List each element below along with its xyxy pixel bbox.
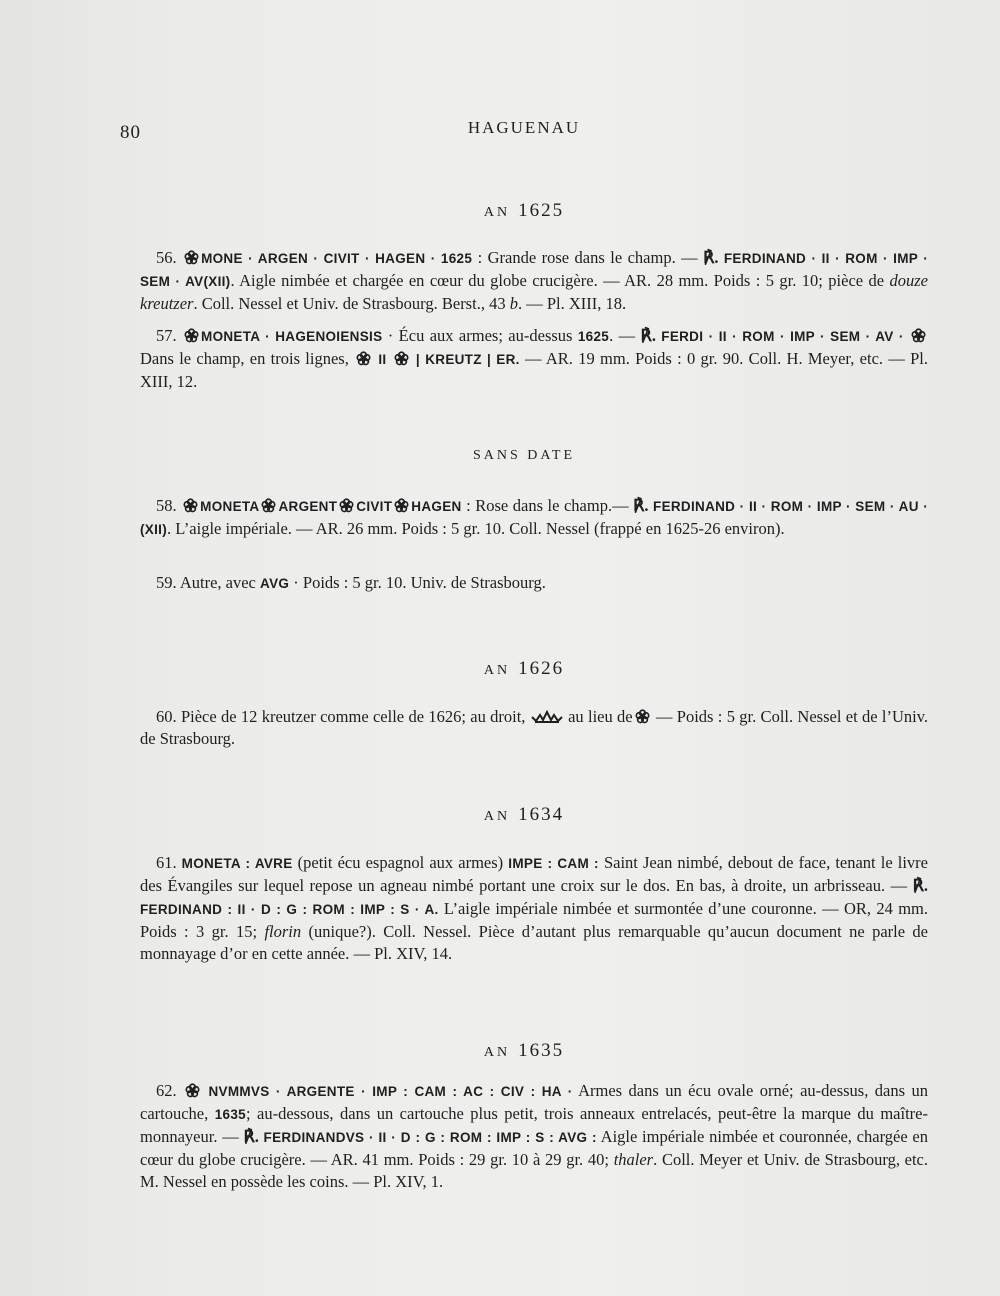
catalog-entry-60 <box>140 706 928 750</box>
legend-year: 1635 <box>214 1107 246 1122</box>
obverse-legend: IMPE : CAM : <box>508 856 599 871</box>
reverse-mark: ℟. <box>703 248 719 267</box>
description-text: · Écu aux armes; au-dessus <box>382 326 578 345</box>
description-text: Autre, avec <box>176 573 261 592</box>
coin-type: florin <box>264 922 302 941</box>
obverse-legend: ARGENT <box>278 499 338 514</box>
description-text: : Rose dans le champ.— <box>461 496 634 515</box>
field-legend: | KREUTZ | ER. <box>410 352 520 367</box>
reverse-mark: ℟. <box>243 1127 259 1146</box>
coin-type: douze kreutzer <box>140 271 928 313</box>
plate-reference: . — Pl. XIII, 18. <box>517 294 627 313</box>
legend-year: 1625 <box>577 329 610 344</box>
legend-variant: AVG <box>260 576 290 591</box>
description-text: · Poids : 5 gr. 10. Univ. de Strasbourg. <box>289 573 546 592</box>
description-text: Saint Jean nimbé, debout de face, tenant le livre des Évangiles sur lequel repose un agneau nimbé portant une croix sur le dos. En bas, à droite, un arbrisseau. — <box>140 853 928 895</box>
section-year: 1625 <box>518 200 565 221</box>
rose-icon <box>356 351 371 366</box>
description-text: : Grande rose dans le champ. — <box>472 248 704 267</box>
entry-number: 59. <box>156 573 177 592</box>
description-text: . — <box>609 326 641 345</box>
catalog-entry-62 <box>140 1080 928 1193</box>
section-heading-an-1626 <box>120 658 928 680</box>
section-label: AN <box>483 809 511 824</box>
catalog-entry-58 <box>140 495 928 541</box>
rose-icon <box>261 498 276 513</box>
catalog-entry-59 <box>140 572 928 595</box>
obverse-legend: CIVIT <box>356 499 393 514</box>
rose-icon <box>911 328 926 343</box>
description-text: . Coll. Nessel et Univ. de Strasbourg. Berst., 43 <box>193 294 510 313</box>
rose-icon <box>339 498 354 513</box>
section-label: AN <box>483 1045 511 1060</box>
section-heading-an-1625 <box>120 200 928 222</box>
rose-icon <box>184 250 199 265</box>
page-number: 80 <box>120 122 141 143</box>
section-year: 1626 <box>518 658 565 679</box>
section-heading-an-1634 <box>120 804 928 826</box>
section-label: AN <box>483 663 511 678</box>
description-text: Dans le champ, en trois lignes, <box>140 349 355 368</box>
reverse-legend: FERDINANDVS · II · D : G : ROM : IMP : S : AVG : <box>258 1130 597 1145</box>
reverse-mark: ℟. <box>640 326 656 345</box>
description-text: L’aigle impériale nimbée et surmontée d’une couronne. — OR, 24 mm. Poids : 3 gr. 15; <box>140 899 928 941</box>
description-text: au lieu de <box>563 707 633 726</box>
field-legend: II <box>373 352 392 367</box>
obverse-legend: MONETA : AVRE <box>176 856 293 871</box>
description-text: . Aigle nimbée et chargée en cœur du globe crucigère. — AR. 28 mm. Poids : 5 gr. 10; pièce de <box>230 271 890 290</box>
entry-number: 57. <box>156 326 177 345</box>
page-header <box>120 118 928 148</box>
rose-icon <box>183 498 198 513</box>
description-text: . Coll. Meyer et Univ. de Strasbourg, etc. M. Nessel en possède les coins. — Pl. XIV, 1. <box>140 1150 929 1191</box>
rose-icon <box>394 498 409 513</box>
entry-number: 62. <box>156 1081 177 1100</box>
description-text: (unique?). Coll. Nessel. Pièce d’autant plus remarquable qu’aucun document ne parle de monnayage d’or en cette année. — Pl. XIV, 14. <box>140 922 928 963</box>
description-text: Armes dans un écu ovale orné; au-dessus, dans un cartouche, <box>140 1081 929 1123</box>
reverse-legend: FERDINAND : II · D : G : ROM : IMP : S · A. <box>140 902 439 917</box>
coin-type: thaler <box>613 1150 654 1169</box>
rose-icon <box>394 351 409 366</box>
entry-number: 61. <box>156 853 177 872</box>
obverse-legend: MONETA <box>200 499 260 514</box>
obverse-legend: MONETA · HAGENOIENSIS <box>201 329 383 344</box>
description-text: ; au-dessous, dans un cartouche plus petit, trois anneaux entrelacés, peut-être la marque du maître-monnayeur. — <box>140 1104 928 1146</box>
section-year: 1635 <box>518 1040 565 1061</box>
section-heading-an-1635 <box>120 1040 928 1062</box>
section-year: 1634 <box>518 804 565 825</box>
catalog-entry-61 <box>140 852 928 965</box>
reverse-mark: ℟. <box>912 876 928 895</box>
description-text: — AR. 19 mm. Poids : 0 gr. 90. Coll. H. Meyer, etc. — Pl. XIII, 12. <box>140 349 929 391</box>
section-label: AN <box>483 205 511 220</box>
reverse-mark: ℟. <box>633 496 649 515</box>
section-heading-sans-date <box>120 448 928 464</box>
catalog-entry-56 <box>140 247 928 315</box>
obverse-legend: HAGEN <box>411 499 462 514</box>
catalog-entry-57 <box>140 325 928 393</box>
description-text: . L’aigle impériale. — AR. 26 mm. Poids : 5 gr. 10. Coll. Nessel (frappé en 1625-26 environ). <box>167 519 785 538</box>
rose-icon <box>635 709 650 724</box>
section-label: SANS DATE <box>472 448 576 463</box>
description-text: (petit écu espagnol aux armes) <box>292 853 509 872</box>
entry-number: 58. <box>156 496 177 515</box>
reference-letter: b <box>509 294 518 313</box>
running-title: HAGUENAU <box>467 118 581 137</box>
crown-mark-icon <box>530 709 564 725</box>
obverse-legend: NVMMVS · ARGENTE · IMP : CAM : AC : CIV : HA · <box>202 1084 573 1099</box>
description-text: Aigle impériale nimbée et couronnée, chargée en cœur du globe crucigère. — AR. 41 mm. Poids : 29 gr. 10 à 29 gr. 40; <box>140 1127 928 1169</box>
description-text: — Poids : 5 gr. Coll. Nessel et de l’Univ. de Strasbourg. <box>140 707 929 748</box>
obverse-legend: MONE · ARGEN · CIVIT · HAGEN · 1625 <box>201 251 473 266</box>
rose-icon <box>185 1083 200 1098</box>
entry-number: 60. <box>156 707 177 726</box>
reverse-legend: FERDINAND · II · ROM · IMP · SEM · AV(XII) <box>140 251 928 289</box>
description-text: Pièce de 12 kreutzer comme celle de 1626; au droit, <box>176 707 530 726</box>
entry-number: 56. <box>156 248 177 267</box>
reverse-legend: FERDI · II · ROM · IMP · SEM · AV · <box>655 329 910 344</box>
rose-icon <box>184 328 199 343</box>
reverse-legend: FERDINAND · II · ROM · IMP · SEM · AU · (XII) <box>140 499 929 537</box>
